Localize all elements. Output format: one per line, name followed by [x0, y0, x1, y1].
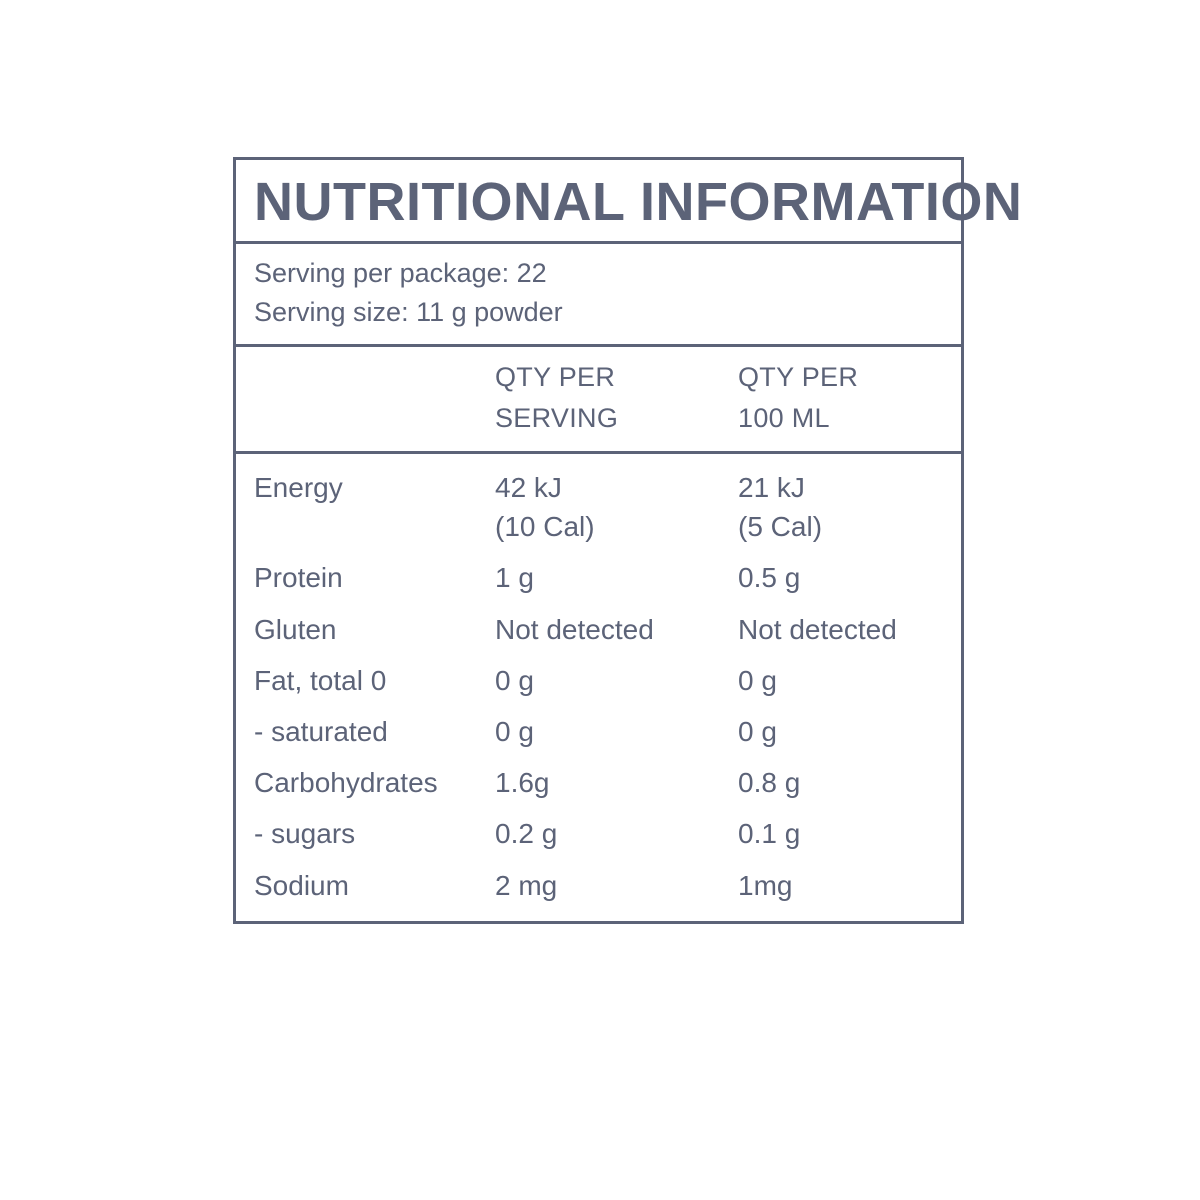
row-value-serving: 2 mg: [495, 869, 558, 901]
row-value-serving: 1.6g: [495, 767, 550, 799]
serving-per-package: Serving per package: 22: [254, 257, 547, 288]
row-label: - sugars: [254, 818, 356, 850]
row-value-serving: 0 g: [495, 664, 534, 696]
table-row: [236, 706, 961, 757]
table-body: [236, 454, 961, 921]
header-qty-per-serving: QTY PER SERVING: [495, 361, 619, 433]
serving-size: Serving size: 11 g powder: [254, 296, 563, 327]
table-row: [236, 655, 961, 706]
table-row: [236, 604, 961, 655]
row-value-100ml: 0 g: [738, 715, 777, 747]
row-value-100ml: 1mg: [738, 869, 793, 901]
table-row: [236, 552, 961, 603]
row-label: - saturated: [254, 715, 388, 747]
row-value-serving: Not detected: [495, 613, 654, 645]
header-qty-per-100ml: QTY PER 100 ML: [738, 361, 859, 433]
table-header-row: [236, 347, 961, 454]
row-value-serving: 0 g: [495, 715, 534, 747]
row-value-100ml: 0.5 g: [738, 562, 801, 594]
row-label: Sodium: [254, 869, 349, 901]
row-value-100ml: 0.8 g: [738, 767, 801, 799]
nutrition-information-panel: [233, 157, 1023, 924]
panel-title-row: [236, 160, 1023, 244]
header-label-column: [236, 357, 495, 439]
table-row: [236, 462, 961, 552]
table-row: [236, 808, 961, 859]
row-value-100ml: Not detected: [738, 613, 897, 645]
row-value-serving: 42 kJ (10 Cal): [495, 472, 595, 543]
row-label: Energy: [254, 472, 343, 504]
serving-info-row: [236, 244, 961, 347]
row-value-100ml: 21 kJ (5 Cal): [738, 472, 823, 543]
row-value-serving: 0.2 g: [495, 818, 558, 850]
row-label: Protein: [254, 562, 343, 594]
page-title: NUTRITIONAL INFORMATION: [254, 172, 1023, 232]
row-label: Gluten: [254, 613, 337, 645]
row-value-100ml: 0.1 g: [738, 818, 801, 850]
row-value-serving: 1 g: [495, 562, 534, 594]
row-label: Fat, total 0: [254, 664, 387, 696]
table-row: [236, 757, 961, 808]
row-value-100ml: 0 g: [738, 664, 777, 696]
table-row: [236, 860, 961, 911]
row-label: Carbohydrates: [254, 767, 438, 799]
